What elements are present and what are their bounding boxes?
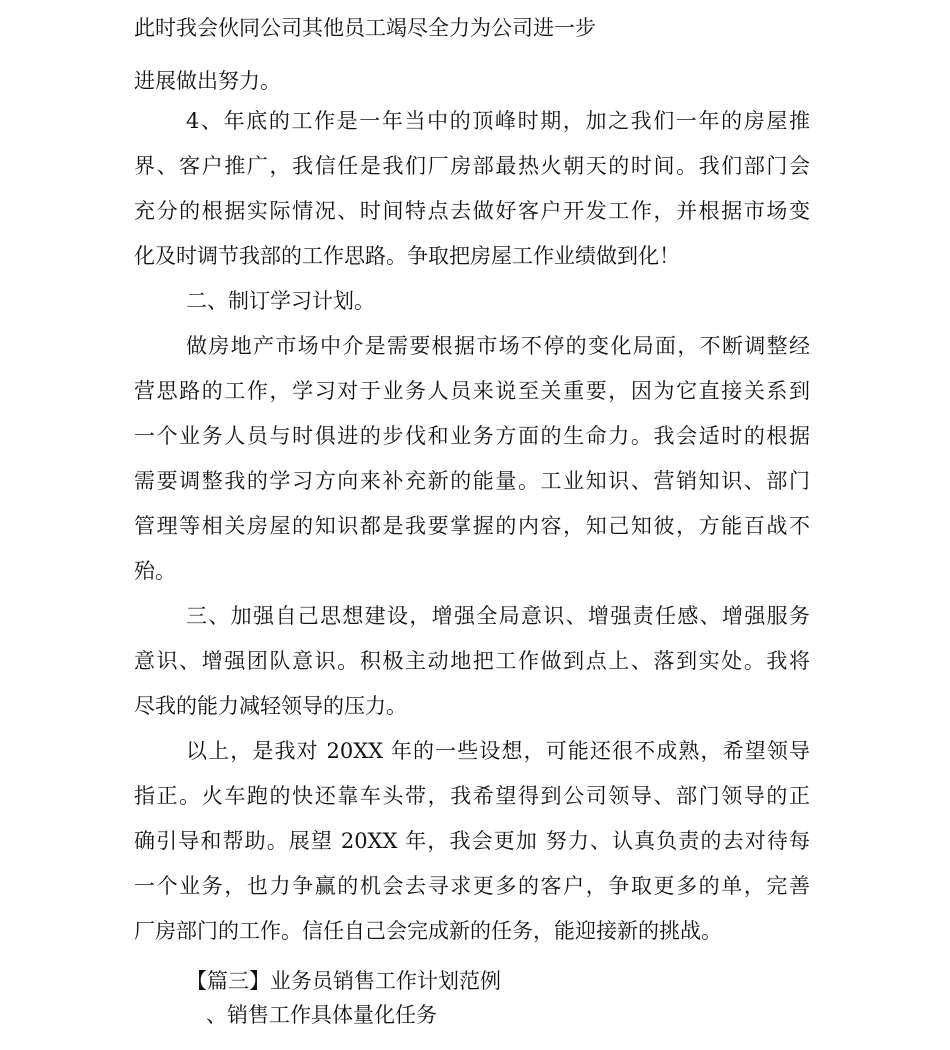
paragraph-first-line: 以上，是我对 20XX 年的一些设想，可能还很不成熟，希望领导 [186,739,810,763]
text-line: 充分的根据实际情况、时间特点去做好客户开发工作，并根据市场变 [134,199,810,223]
text-line: 管理等相关房屋的知识都是我要掌握的内容，知己知彼，方能百战不 [134,514,810,538]
text-line: 一个业务，也力争赢的机会去寻求更多的客户，争取更多的单，完善 [134,874,810,898]
text-line: 一个业务人员与时俱进的步伐和业务方面的生命力。我会适时的根据 [134,424,810,448]
text-line: 需要调整我的学习方向来补充新的能量。工业知识、营销知识、部门 [134,469,810,493]
text-line: 化及时调节我部的工作思路。争取把房屋工作业绩做到化！ [134,244,680,268]
paragraph-first-line: 做房地产市场中介是需要根据市场不停的变化局面，不断调整经 [186,334,810,358]
text-line: 进展做出努力。 [134,69,281,93]
text-line: 厂房部门的工作。信任自己会完成新的任务，能迎接新的挑战。 [134,919,722,943]
text-line: 尽我的能力减轻领导的压力。 [134,694,407,718]
text-line: 意识、增强团队意识。积极主动地把工作做到点上、落到实处。我将 [134,649,810,673]
text-line: 殆。 [134,559,176,583]
text-line: 确引导和帮助。展望 20XX 年，我会更加 努力、认真负责的去对待每 [134,829,810,853]
section-heading: 二、制订学习计划。 [186,289,375,313]
text-line: 界、客户推广，我信任是我们厂房部最热火朝天的时间。我们部门会 [134,154,810,178]
subsection-title: 、销售工作具体量化任务 [206,1003,437,1027]
section-title: 【篇三】业务员销售工作计划范例 [186,969,501,993]
paragraph-first-line: 4、年底的工作是一年当中的顶峰时期，加之我们一年的房屋推 [186,109,810,133]
text-line: 此时我会伙同公司其他员工竭尽全力为公司进一步 [134,16,596,40]
paragraph-first-line: 三、加强自己思想建设，增强全局意识、增强责任感、增强服务 [186,604,810,628]
text-line: 指正。火车跑的快还靠车头带，我希望得到公司领导、部门领导的正 [134,784,810,808]
text-line: 营思路的工作，学习对于业务人员来说至关重要，因为它直接关系到 [134,379,810,403]
